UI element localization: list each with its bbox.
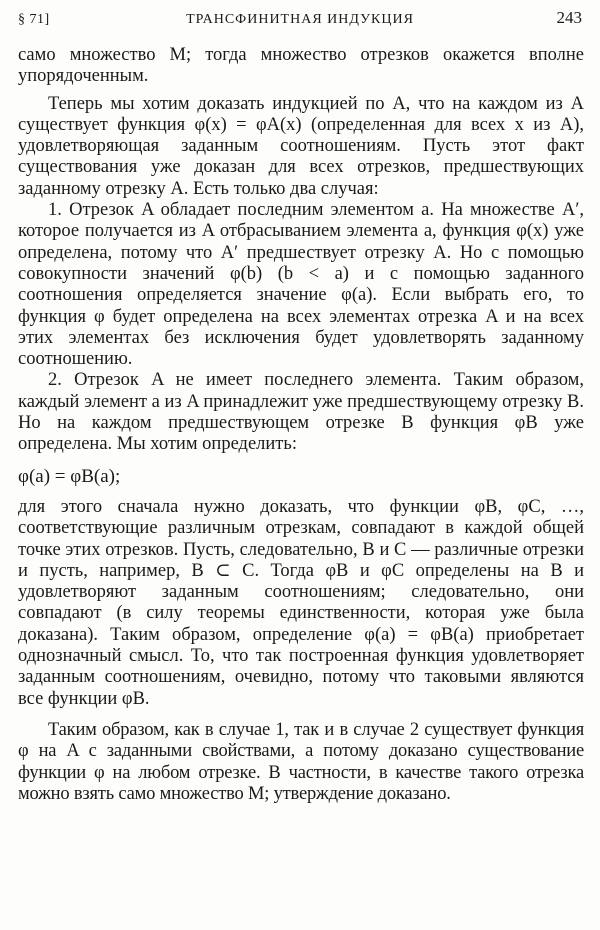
paragraph-case-2: 2. Отрезок A не имеет последнего элемента. Таким образом, каждый элемент a из A принадлежит уже предшествующему отрезку B. Но на каждом предшествующем отрезке B функция φB уже определена. Мы хотим определить: (18, 370, 584, 455)
page-body (18, 45, 584, 805)
page-number: 243 (556, 8, 582, 27)
running-title: ТРАНСФИНИТНАЯ ИНДУКЦИЯ (186, 12, 414, 27)
running-header (18, 8, 582, 32)
display-formula: φ(a) = φB(a); (18, 465, 121, 487)
paragraph-case-2-continued: для этого сначала нужно доказать, что функции φB, φC, …, соответствующие различным отрезкам, совпадают в каждой общей точке этих отрезков. Пусть, следовательно, B и C — различные отрезки и пусть, например, B ⊂ C. Тогда φB и φC определены на B и удовлетворяют заданным соотношениям; следовательно, они совпадают (в силу теоремы единственности, которая уже была доказана). Таким образом, определение φ(a) = φB(a) приобретает однозначный смысл. То, что так построенная функция удовлетворяет заданным соотношениям, очевидно, потому что таковыми являются все функции φB. (18, 496, 584, 709)
paragraph-induction-intro: Теперь мы хотим доказать индукцией по A, что на каждом из A существует функция φ(x) = φA(x) (определенная для всех x из A), удовлетворяющая заданным соотношениям. Пусть этот факт существования уже доказан для всех отрезков, предшествующих заданному отрезку A. Есть только два случая: (18, 93, 584, 199)
section-marker: § 71] (18, 12, 50, 27)
paragraph-conclusion: Таким образом, как в случае 1, так и в случае 2 существует функция φ на A с заданными свойствами, а потому доказано существование функции φ на любом отрезке. В частности, в качестве такого отрезка можно взять само множество M; утверждение доказано. (18, 719, 584, 804)
paragraph-case-1: 1. Отрезок A обладает последним элементом a. На множестве A′, которое получается из A отбрасыванием элемента a, функция φ(x) уже определена, потому что A′ предшествует отрезку A. Но с помощью совокупности значений φ(b) (b < a) и с помощью заданного соотношения определяется значение φ(a). Если выбрать его, то функция φ будет определена на всех элементах отрезка A и на всех этих элементах без исключения будет удовлетворять заданному соотношению. (18, 200, 584, 370)
paragraph-continuation: само множество M; тогда множество отрезков окажется вполне упорядоченным. (18, 45, 584, 87)
